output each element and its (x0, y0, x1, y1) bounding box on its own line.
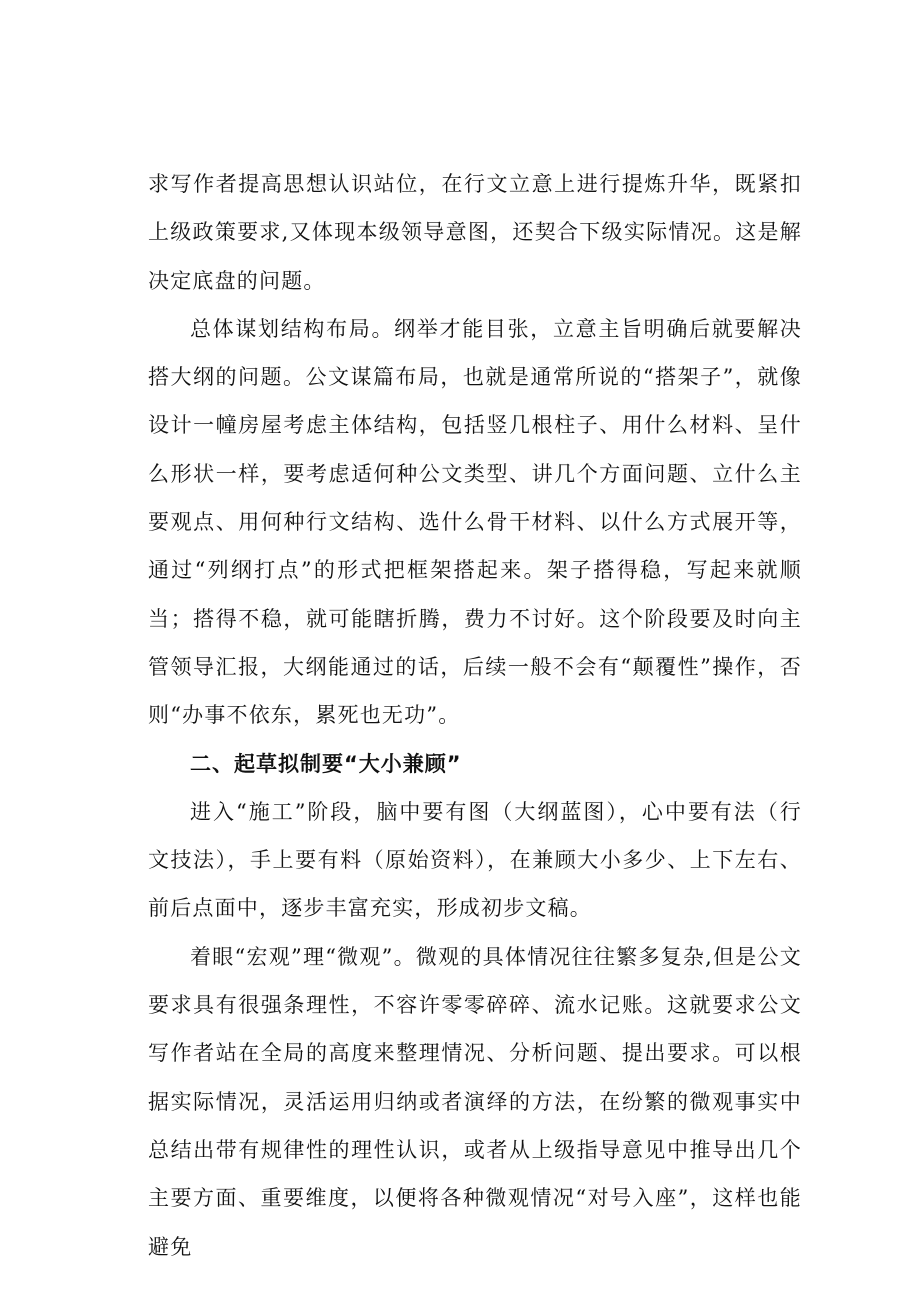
section-heading: 二、起草拟制要“大小兼顾” (190, 751, 462, 776)
document-body (148, 160, 802, 1271)
paragraph-macro-micro: 着眼“宏观”理“微观”。微观的具体情况往往繁多复杂,但是公文要求具有很强条理性，不容许零零碎碎、流水记账。这就要求公文写作者站在全局的高度来整理情况、分析问题、提出要求。可以根据实际情况，灵活运用归纳或者演绎的方法，在纷繁的微观事实中总结出带有规律性的理性认识，或者从上级指导意见中推导出几个主要方面、重要维度，以便将各种微观情况“对号入座”，这样也能避免 (148, 944, 802, 1259)
paragraph-continuation: 求写作者提高思想认识站位，在行文立意上进行提炼升华，既紧扣上级政策要求,又体现本级领导意图，还契合下级实际情况。这是解决定底盘的问题。 (148, 172, 802, 293)
paragraph-drafting-intro: 进入“施工”阶段，脑中要有图（大纲蓝图），心中要有法（行文技法），手上要有料（原始资料），在兼顾大小多少、上下左右、前后点面中，逐步丰富充实，形成初步文稿。 (148, 799, 802, 921)
paragraph-structure-layout: 总体谋划结构布局。纲举才能目张，立意主旨明确后就要解决搭大纲的问题。公文谋篇布局，也就是通常所说的“搭架子”，就像设计一幢房屋考虑主体结构，包括竖几根柱子、用什么材料、呈什么形状一样，要考虑适何种公文类型、讲几个方面问题、立什么主要观点、用何种行文结构、选什么骨干材料、以什么方式展开等，通过“列纲打点”的形式把框架搭起来。架子搭得稳，写起来就顺当；搭得不稳，就可能瞎折腾，费力不讨好。这个阶段要及时向主管领导汇报，大纲能通过的话，后续一般不会有“颠覆性”操作，否则“办事不依东，累死也无功”。 (148, 316, 802, 728)
